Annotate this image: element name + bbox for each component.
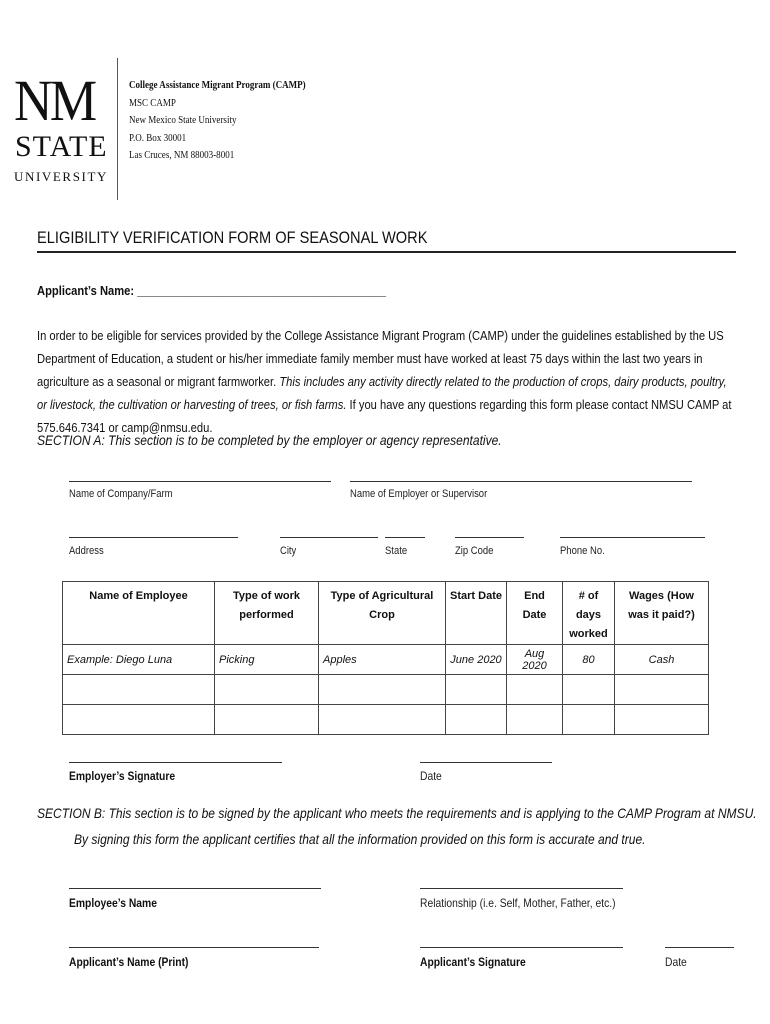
table-cell[interactable] <box>215 705 319 735</box>
col-header: Start Date <box>446 582 507 645</box>
phone-line[interactable] <box>560 537 705 538</box>
applicant-print-line[interactable] <box>69 947 319 948</box>
col-header: Type of work performed <box>215 582 319 645</box>
applicant-signature-line[interactable] <box>420 947 623 948</box>
section-b <box>37 800 770 852</box>
employer-label: Name of Employer or Supervisor <box>350 488 488 500</box>
applicant-print-label: Applicant’s Name (Print) <box>69 955 189 969</box>
address-label: Address <box>69 545 104 557</box>
employer-signature-line[interactable] <box>69 762 282 763</box>
col-header: Type of Agricultural Crop <box>319 582 446 645</box>
table-cell[interactable] <box>215 675 319 705</box>
relationship-label: Relationship (i.e. Self, Mother, Father, etc.) <box>420 896 616 910</box>
logo-divider <box>117 58 118 200</box>
col-header: Wages (How was it paid?) <box>615 582 709 645</box>
program-name: College Assistance Migrant Program (CAMP) <box>129 79 306 91</box>
po-box: P.O. Box 30001 <box>129 131 187 144</box>
table-cell[interactable] <box>615 705 709 735</box>
state-line[interactable] <box>385 537 425 538</box>
employer-date-label: Date <box>420 769 442 783</box>
table-cell[interactable] <box>319 675 446 705</box>
intro-part-2: This includes any activity directly related to the production of crops, dairy products, poultry, or livestock, the cultivation or harvesting of trees, or fish farms. <box>37 374 727 412</box>
table-cell[interactable] <box>63 675 215 705</box>
applicant-signature-label: Applicant’s Signature <box>420 955 526 969</box>
city-label: City <box>280 545 297 557</box>
table-cell[interactable] <box>563 675 615 705</box>
table-header-row <box>63 582 709 645</box>
employee-name-label: Employee’s Name <box>69 896 157 910</box>
office-code: MSC CAMP <box>129 96 176 109</box>
form-title: ELIGIBILITY VERIFICATION FORM OF SEASONAL WORK <box>37 228 428 247</box>
table-cell[interactable] <box>446 705 507 735</box>
table-row[interactable] <box>63 675 709 705</box>
table-row[interactable] <box>63 705 709 735</box>
zip-label: Zip Code <box>455 545 494 557</box>
phone-label: Phone No. <box>560 545 605 557</box>
logo-state: STATE <box>15 130 108 163</box>
employer-date-line[interactable] <box>420 762 552 763</box>
table-cell: 80 <box>563 645 615 675</box>
applicant-name-field[interactable]: Applicant’s Name: ________________________________________ <box>37 283 386 298</box>
table-cell: Aug 2020 <box>507 645 563 675</box>
company-label: Name of Company/Farm <box>69 488 173 500</box>
title-rule <box>37 251 736 253</box>
university-name: New Mexico State University <box>129 114 237 126</box>
section-a-heading: SECTION A: This section is to be completed by the employer or agency representative. <box>37 432 502 448</box>
zip-line[interactable] <box>455 537 524 538</box>
table-cell: Cash <box>615 645 709 675</box>
company-line[interactable] <box>69 481 331 482</box>
applicant-date-line[interactable] <box>665 947 734 948</box>
col-header: Name of Employee <box>63 582 215 645</box>
table-cell[interactable] <box>63 705 215 735</box>
employer-line[interactable] <box>350 481 692 482</box>
table-cell[interactable] <box>507 675 563 705</box>
col-header: # of days worked <box>563 582 615 645</box>
table-cell: Example: Diego Luna <box>63 645 215 675</box>
table-cell[interactable] <box>507 705 563 735</box>
applicant-date-label: Date <box>665 955 687 969</box>
intro-paragraph <box>37 324 734 439</box>
city-line-input[interactable] <box>280 537 378 538</box>
table-cell: June 2020 <box>446 645 507 675</box>
address-line[interactable] <box>69 537 238 538</box>
table-cell[interactable] <box>563 705 615 735</box>
employment-table <box>62 581 709 735</box>
employee-name-line[interactable] <box>69 888 321 889</box>
table-cell: Apples <box>319 645 446 675</box>
table-cell: Picking <box>215 645 319 675</box>
col-header: End Date <box>507 582 563 645</box>
section-b-certification: By signing this form the applicant certifies that all the information provided on this form is accurate and true. <box>74 831 646 847</box>
relationship-line[interactable] <box>420 888 623 889</box>
section-b-heading: SECTION B: This section is to be signed by the applicant who meets the requirements and is applying to the CAMP Program at NMSU. <box>37 805 757 821</box>
logo-university: UNIVERSITY <box>14 169 108 184</box>
table-cell[interactable] <box>446 675 507 705</box>
employer-signature-label: Employer’s Signature <box>69 769 176 783</box>
city-line: Las Cruces, NM 88003-8001 <box>129 149 235 161</box>
intro-part-3: If you have any questions regarding this form please contact NMSU CAMP at 575.646.7341 or camp@nmsu.edu. <box>37 397 732 435</box>
logo-nm: NM <box>14 68 95 133</box>
address-block <box>129 77 306 165</box>
table-cell[interactable] <box>319 705 446 735</box>
intro-part-1: In order to be eligible for services provided by the College Assistance Migrant Program (CAMP) under the guidelines established by the US Department of Education, a student or his/her immediate family member must have worked at least 75 days within the last two years in agriculture as a seasonal or migrant farmworker. <box>37 328 724 389</box>
state-label: State <box>385 545 408 557</box>
table-row-example <box>63 645 709 675</box>
table-cell[interactable] <box>615 675 709 705</box>
